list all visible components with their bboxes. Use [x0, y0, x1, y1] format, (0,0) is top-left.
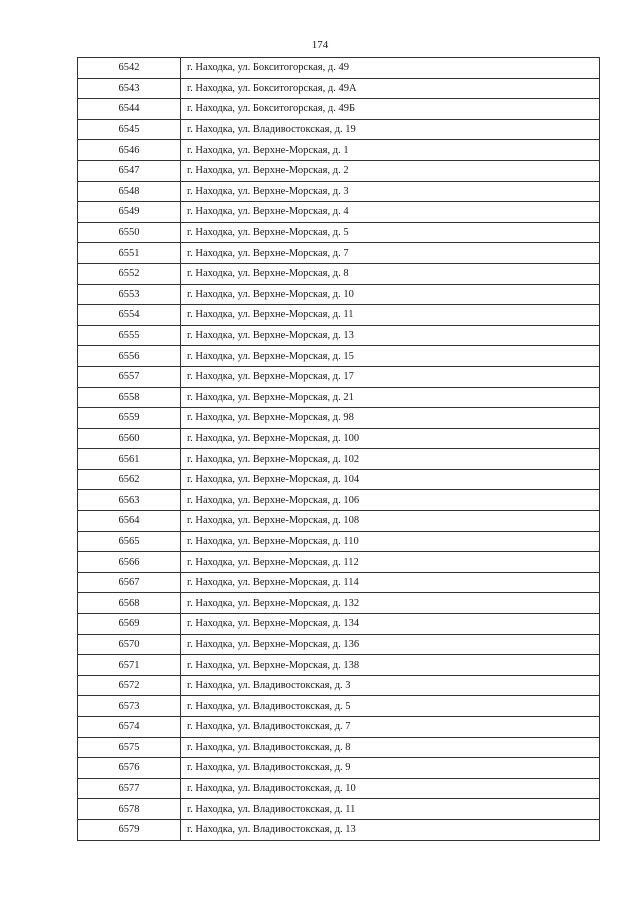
- address-cell: г. Находка, ул. Верхне-Морская, д. 108: [181, 511, 600, 532]
- row-number-cell: 6563: [78, 490, 181, 511]
- table-row: [78, 531, 600, 552]
- table-row: [78, 758, 600, 779]
- address-cell: г. Находка, ул. Верхне-Морская, д. 104: [181, 469, 600, 490]
- row-number-cell: 6561: [78, 449, 181, 470]
- row-number-cell: 6558: [78, 387, 181, 408]
- row-number-cell: 6554: [78, 305, 181, 326]
- address-cell: г. Находка, ул. Владивостокская, д. 7: [181, 717, 600, 738]
- row-number-cell: 6559: [78, 408, 181, 429]
- address-cell: г. Находка, ул. Верхне-Морская, д. 10: [181, 284, 600, 305]
- table-row: [78, 305, 600, 326]
- address-cell: г. Находка, ул. Верхне-Морская, д. 102: [181, 449, 600, 470]
- table-row: [78, 78, 600, 99]
- row-number-cell: 6543: [78, 78, 181, 99]
- table-row: [78, 263, 600, 284]
- table-row: [78, 449, 600, 470]
- row-number-cell: 6562: [78, 469, 181, 490]
- table-row: [78, 243, 600, 264]
- address-cell: г. Находка, ул. Верхне-Морская, д. 11: [181, 305, 600, 326]
- address-cell: г. Находка, ул. Бокситогорская, д. 49А: [181, 78, 600, 99]
- row-number-cell: 6569: [78, 614, 181, 635]
- address-cell: г. Находка, ул. Владивостокская, д. 3: [181, 675, 600, 696]
- address-cell: г. Находка, ул. Верхне-Морская, д. 4: [181, 202, 600, 223]
- table-row: [78, 614, 600, 635]
- address-cell: г. Находка, ул. Владивостокская, д. 8: [181, 737, 600, 758]
- table-row: [78, 99, 600, 120]
- row-number-cell: 6578: [78, 799, 181, 820]
- row-number-cell: 6547: [78, 160, 181, 181]
- row-number-cell: 6556: [78, 346, 181, 367]
- address-cell: г. Находка, ул. Верхне-Морская, д. 2: [181, 160, 600, 181]
- row-number-cell: 6555: [78, 325, 181, 346]
- table-row: [78, 737, 600, 758]
- address-table-body: [78, 58, 600, 841]
- address-cell: г. Находка, ул. Владивостокская, д. 9: [181, 758, 600, 779]
- table-row: [78, 119, 600, 140]
- address-cell: г. Находка, ул. Верхне-Морская, д. 134: [181, 614, 600, 635]
- table-row: [78, 655, 600, 676]
- address-cell: г. Находка, ул. Верхне-Морская, д. 7: [181, 243, 600, 264]
- address-cell: г. Находка, ул. Верхне-Морская, д. 3: [181, 181, 600, 202]
- address-cell: г. Находка, ул. Верхне-Морская, д. 136: [181, 634, 600, 655]
- row-number-cell: 6549: [78, 202, 181, 223]
- row-number-cell: 6550: [78, 222, 181, 243]
- address-cell: г. Находка, ул. Верхне-Морская, д. 1: [181, 140, 600, 161]
- row-number-cell: 6557: [78, 366, 181, 387]
- table-row: [78, 222, 600, 243]
- table-row: [78, 284, 600, 305]
- table-row: [78, 408, 600, 429]
- table-row: [78, 778, 600, 799]
- table-row: [78, 181, 600, 202]
- table-row: [78, 428, 600, 449]
- row-number-cell: 6546: [78, 140, 181, 161]
- address-cell: г. Находка, ул. Верхне-Морская, д. 15: [181, 346, 600, 367]
- address-cell: г. Находка, ул. Верхне-Морская, д. 21: [181, 387, 600, 408]
- table-row: [78, 325, 600, 346]
- row-number-cell: 6567: [78, 572, 181, 593]
- row-number-cell: 6565: [78, 531, 181, 552]
- row-number-cell: 6564: [78, 511, 181, 532]
- address-cell: г. Находка, ул. Верхне-Морская, д. 17: [181, 366, 600, 387]
- address-cell: г. Находка, ул. Верхне-Морская, д. 114: [181, 572, 600, 593]
- table-row: [78, 572, 600, 593]
- address-cell: г. Находка, ул. Верхне-Морская, д. 112: [181, 552, 600, 573]
- table-row: [78, 346, 600, 367]
- row-number-cell: 6573: [78, 696, 181, 717]
- row-number-cell: 6542: [78, 58, 181, 79]
- row-number-cell: 6560: [78, 428, 181, 449]
- table-row: [78, 58, 600, 79]
- table-row: [78, 675, 600, 696]
- address-cell: г. Находка, ул. Верхне-Морская, д. 13: [181, 325, 600, 346]
- table-row: [78, 490, 600, 511]
- row-number-cell: 6545: [78, 119, 181, 140]
- row-number-cell: 6574: [78, 717, 181, 738]
- row-number-cell: 6570: [78, 634, 181, 655]
- address-cell: г. Находка, ул. Бокситогорская, д. 49: [181, 58, 600, 79]
- table-row: [78, 799, 600, 820]
- row-number-cell: 6552: [78, 263, 181, 284]
- address-cell: г. Находка, ул. Владивостокская, д. 11: [181, 799, 600, 820]
- table-row: [78, 140, 600, 161]
- address-cell: г. Находка, ул. Верхне-Морская, д. 98: [181, 408, 600, 429]
- table-row: [78, 366, 600, 387]
- address-cell: г. Находка, ул. Верхне-Морская, д. 5: [181, 222, 600, 243]
- address-cell: г. Находка, ул. Владивостокская, д. 10: [181, 778, 600, 799]
- row-number-cell: 6553: [78, 284, 181, 305]
- address-cell: г. Находка, ул. Владивостокская, д. 19: [181, 119, 600, 140]
- row-number-cell: 6579: [78, 819, 181, 840]
- address-table: [77, 57, 600, 841]
- address-cell: г. Находка, ул. Верхне-Морская, д. 106: [181, 490, 600, 511]
- table-row: [78, 696, 600, 717]
- table-row: [78, 717, 600, 738]
- row-number-cell: 6551: [78, 243, 181, 264]
- row-number-cell: 6548: [78, 181, 181, 202]
- table-row: [78, 634, 600, 655]
- address-cell: г. Находка, ул. Владивостокская, д. 5: [181, 696, 600, 717]
- row-number-cell: 6577: [78, 778, 181, 799]
- address-cell: г. Находка, ул. Владивостокская, д. 13: [181, 819, 600, 840]
- address-cell: г. Находка, ул. Верхне-Морская, д. 110: [181, 531, 600, 552]
- address-cell: г. Находка, ул. Верхне-Морская, д. 138: [181, 655, 600, 676]
- table-row: [78, 387, 600, 408]
- table-row: [78, 469, 600, 490]
- address-cell: г. Находка, ул. Верхне-Морская, д. 132: [181, 593, 600, 614]
- row-number-cell: 6575: [78, 737, 181, 758]
- table-row: [78, 511, 600, 532]
- row-number-cell: 6566: [78, 552, 181, 573]
- row-number-cell: 6571: [78, 655, 181, 676]
- address-cell: г. Находка, ул. Бокситогорская, д. 49Б: [181, 99, 600, 120]
- address-cell: г. Находка, ул. Верхне-Морская, д. 100: [181, 428, 600, 449]
- row-number-cell: 6568: [78, 593, 181, 614]
- row-number-cell: 6544: [78, 99, 181, 120]
- table-row: [78, 552, 600, 573]
- table-row: [78, 160, 600, 181]
- table-row: [78, 202, 600, 223]
- row-number-cell: 6576: [78, 758, 181, 779]
- row-number-cell: 6572: [78, 675, 181, 696]
- page-number: 174: [311, 39, 329, 51]
- address-cell: г. Находка, ул. Верхне-Морская, д. 8: [181, 263, 600, 284]
- table-row: [78, 593, 600, 614]
- table-row: [78, 819, 600, 840]
